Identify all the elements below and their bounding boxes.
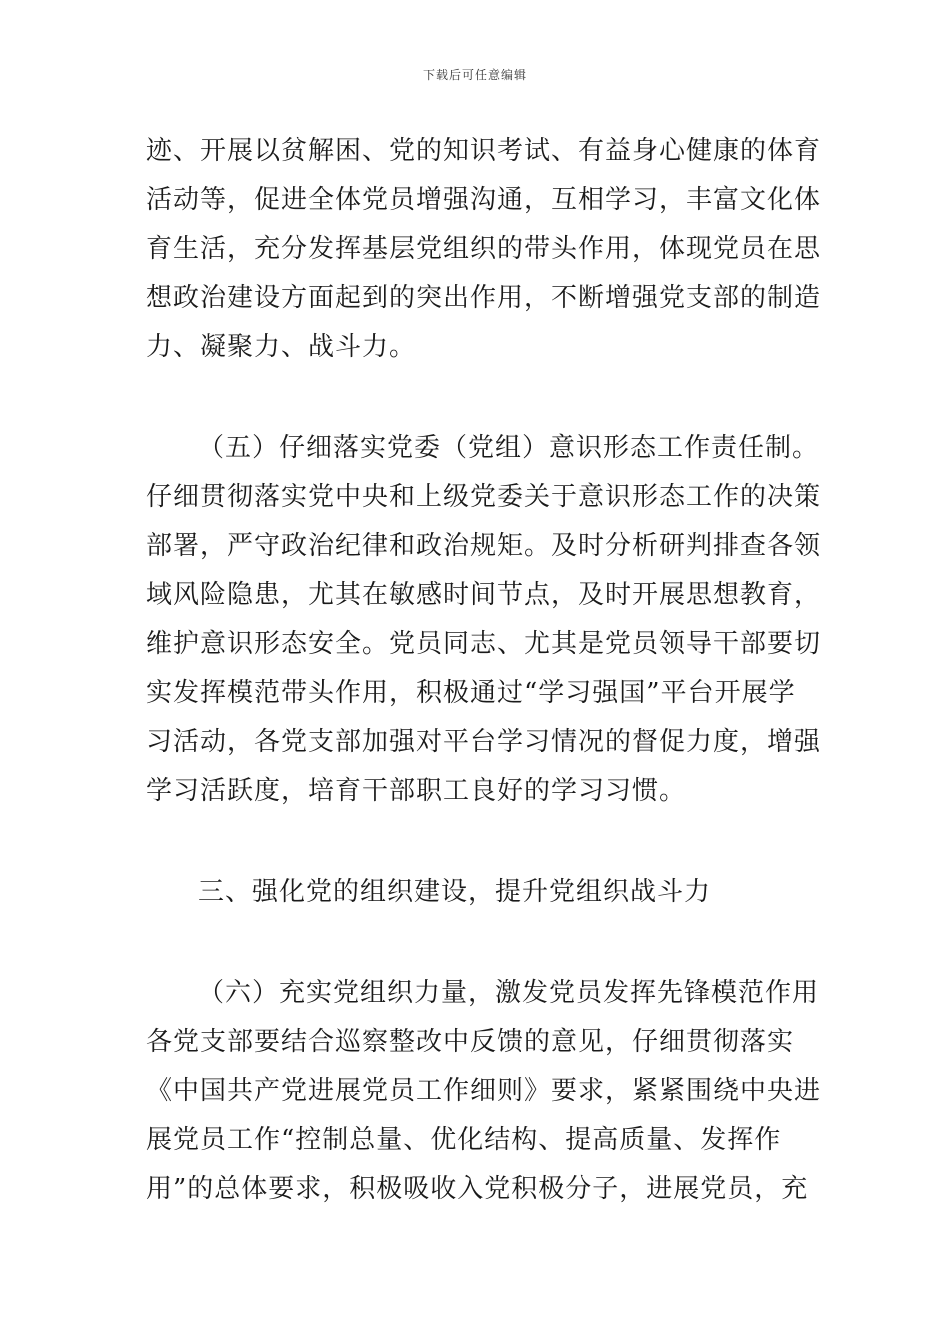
text-line: 域风险隐患，尤其在敏感时间节点，及时开展思想教育， bbox=[146, 580, 822, 610]
text-line: 各党支部要结合巡察整改中反馈的意见，仔细贯彻落实 bbox=[146, 1027, 795, 1057]
text-line: 仔细贯彻落实党中央和上级党委关于意识形态工作的决策 bbox=[146, 482, 822, 512]
paragraph-spacer bbox=[146, 816, 808, 868]
text-line: 想政治建设方面起到的突出作用，不断增强党支部的制造 bbox=[146, 283, 822, 313]
text-line: 部署，严守政治纪律和政治规矩。及时分析研判排查各领 bbox=[146, 531, 822, 561]
paragraph-spacer bbox=[146, 372, 808, 424]
text-line: 迹、开展以贫解困、党的知识考试、有益身心健康的体育 bbox=[146, 136, 822, 166]
text-line: 活动等，促进全体党员增强沟通，互相学习，丰富文化体 bbox=[146, 185, 822, 215]
paragraph-spacer bbox=[146, 917, 808, 969]
paragraph-1 bbox=[146, 127, 822, 372]
text-line: （五）仔细落实党委（党组）意识形态工作责任制。 bbox=[198, 433, 820, 463]
text-line: 《中国共产党进展党员工作细则》要求，紧紧围绕中央进 bbox=[146, 1076, 822, 1106]
text-line: 学习活跃度，培育干部职工良好的学习习惯。 bbox=[146, 776, 687, 806]
text-line: 维护意识形态安全。党员同志、尤其是党员领导干部要切 bbox=[146, 629, 822, 659]
page-header: 下载后可任意编辑 bbox=[422, 68, 527, 82]
text-line: （六）充实党组织力量，激发党员发挥先锋模范作用 bbox=[198, 978, 820, 1008]
text-line: 实发挥模范带头作用，积极通过“学习强国”平台开展学 bbox=[146, 678, 796, 708]
paragraph-2 bbox=[146, 424, 822, 816]
text-line: 习活动，各党支部加强对平台学习情况的督促力度，增强 bbox=[146, 727, 822, 757]
section-heading bbox=[146, 868, 808, 917]
text-line: 力、凝聚力、战斗力。 bbox=[146, 332, 417, 362]
section-heading-text: 三、强化党的组织建设，提升党组织战斗力 bbox=[198, 877, 712, 907]
paragraph-3 bbox=[146, 969, 822, 1214]
text-line: 用”的总体要求，积极吸收入党积极分子，进展党员，充 bbox=[146, 1174, 809, 1204]
document-body bbox=[146, 127, 822, 1214]
text-line: 展党员工作“控制总量、优化结构、提高质量、发挥作 bbox=[146, 1125, 782, 1155]
text-line: 育生活，充分发挥基层党组织的带头作用，体现党员在思 bbox=[146, 234, 822, 264]
